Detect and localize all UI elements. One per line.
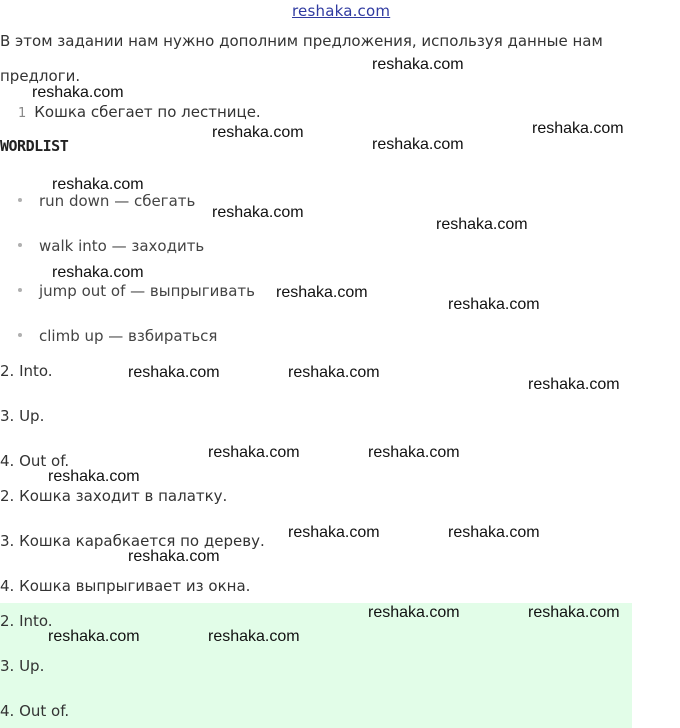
watermark: reshaka.com [128, 364, 220, 381]
bullet-icon [18, 198, 22, 202]
answer-line: 3. Up. [0, 407, 45, 425]
bullet-icon [18, 333, 22, 337]
answer-line: 4. Out of. [0, 452, 70, 470]
wordlist-item-text: run down — сбегать [39, 192, 196, 210]
bullet-icon [18, 243, 22, 247]
wordlist-item [18, 281, 255, 301]
wordlist-item-text: climb up — взбираться [39, 327, 218, 345]
watermark: reshaka.com [532, 120, 624, 137]
wordlist-item-text: jump out of — выпрыгивать [39, 282, 255, 300]
wordlist-item [18, 191, 195, 211]
watermark: reshaka.com [372, 136, 464, 153]
watermark: reshaka.com [448, 296, 540, 313]
watermark: reshaka.com [52, 264, 144, 281]
sentence-line: 3. Кошка карабкается по дереву. [0, 532, 265, 550]
wordlist-item-text: walk into — заходить [39, 237, 205, 255]
item-text: Кошка сбегает по лестнице. [34, 103, 261, 121]
wordlist-item [18, 326, 217, 346]
site-logo[interactable]: reshaka.com [292, 2, 391, 20]
watermark: reshaka.com [528, 376, 620, 393]
watermark: reshaka.com [288, 524, 380, 541]
sentence-line: 4. Кошка выпрыгивает из окна. [0, 577, 251, 595]
watermark: reshaka.com [276, 284, 368, 301]
bullet-icon [18, 288, 22, 292]
answer-line: 2. Into. [0, 362, 53, 380]
watermark: reshaka.com [208, 628, 300, 645]
watermark: reshaka.com [128, 548, 220, 565]
watermark: reshaka.com [212, 124, 304, 141]
watermark: reshaka.com [368, 604, 460, 621]
watermark: reshaka.com [436, 216, 528, 233]
sentence-line: 2. Кошка заходит в палатку. [0, 487, 228, 505]
watermark: reshaka.com [32, 84, 124, 101]
item-number: 1 [18, 106, 27, 121]
watermark: reshaka.com [208, 444, 300, 461]
watermark: reshaka.com [372, 56, 464, 73]
watermark: reshaka.com [368, 444, 460, 461]
watermark: reshaka.com [52, 176, 144, 193]
numbered-item [18, 102, 261, 124]
watermark: reshaka.com [48, 468, 140, 485]
answer-line: 4. Out of. [0, 702, 70, 720]
watermark: reshaka.com [448, 524, 540, 541]
watermark: reshaka.com [528, 604, 620, 621]
answer-line: 3. Up. [0, 657, 45, 675]
intro-line-1: В этом задании нам нужно дополним предложения, используя данные нам [0, 32, 603, 50]
watermark: reshaka.com [288, 364, 380, 381]
wordlist-item [18, 236, 204, 256]
answer-line: 2. Into. [0, 612, 53, 630]
watermark: reshaka.com [48, 628, 140, 645]
intro-line-2: предлоги. [0, 67, 81, 85]
watermark: reshaka.com [212, 204, 304, 221]
wordlist-title: WORDLIST [0, 137, 69, 155]
